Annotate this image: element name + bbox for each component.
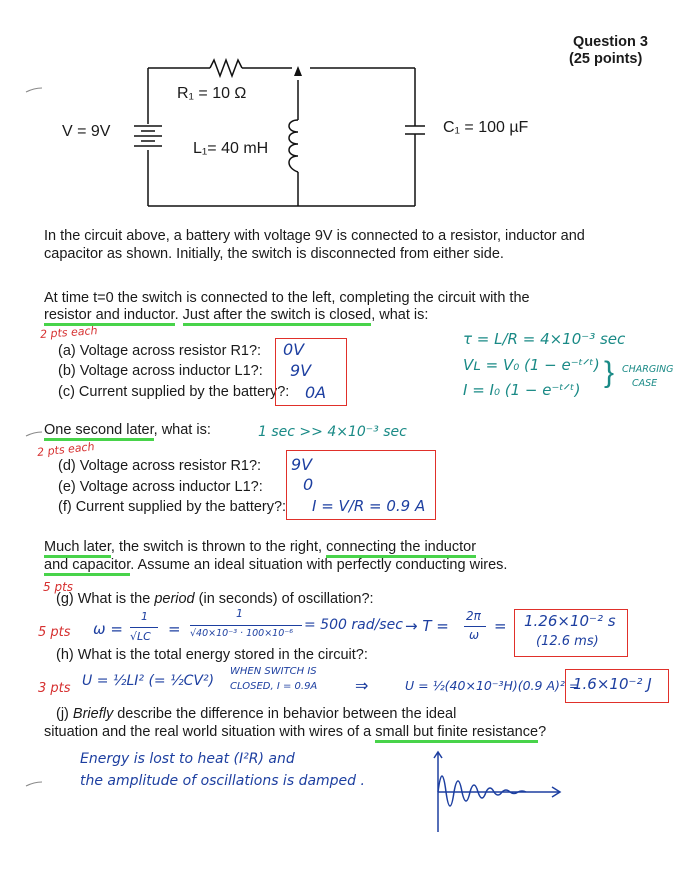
highlight-just-after: Just after the switch is closed	[183, 307, 372, 326]
answer-f: I = V/R = 0.9 A	[312, 497, 426, 515]
inductor-label: L₁= 40 mH	[193, 140, 269, 157]
answer-j-line-2: the amplitude of oscillations is damped .	[80, 773, 365, 789]
question-h: (h) What is the total energy stored in the circuit?:	[56, 647, 368, 663]
resistor-label: R₁ = 10 Ω	[177, 85, 247, 102]
question-number: Question 3	[573, 34, 648, 50]
answer-h: 1.6×10⁻² J	[573, 675, 652, 693]
work-omega-result: = 500 rad/sec	[304, 617, 403, 633]
work-implies: ⇒	[355, 676, 369, 695]
work-period-lhs: → T =	[405, 617, 449, 635]
answer-b: 9V	[290, 361, 312, 380]
note-tau: τ = L/R = 4×10⁻³ sec	[463, 330, 626, 348]
work-omega-den2: √40×10⁻³ · 100×10⁻⁶	[190, 628, 294, 639]
question-j-briefly: Briefly	[72, 706, 114, 722]
question-j-line-2-a: situation and the real world situation with wires of a	[44, 724, 376, 740]
capacitor-label: C₁ = 100 µF	[443, 119, 529, 136]
note-charging: CHARGING	[622, 364, 674, 375]
work-when-2: CLOSED, I = 0.9A	[230, 681, 318, 692]
answer-g-seconds: 1.26×10⁻² s	[524, 612, 616, 630]
question-g-a: (g) What is the	[56, 591, 155, 607]
question-e: (e) Voltage across inductor L1?:	[58, 479, 263, 495]
question-g-period: period	[154, 591, 195, 607]
answer-a: 0V	[283, 340, 305, 359]
question-c: (c) Current supplied by the battery?:	[58, 384, 290, 400]
work-when-1: WHEN SWITCH IS	[230, 666, 317, 677]
question-points: (25 points)	[569, 51, 643, 67]
work-energy-subst: U = ½(40×10⁻³H)(0.9 A)² =	[405, 678, 580, 693]
pts-g-side: 5 pts	[38, 625, 71, 640]
note-vl: Vʟ = V₀ (1 − e⁻ᵗᐟᵗ)	[463, 356, 600, 374]
brace-icon: }	[604, 356, 615, 389]
part3-line-2-rest: . Assume an ideal situation with perfectly conducting wires.	[130, 557, 508, 573]
question-b: (b) Voltage across inductor L1?:	[58, 363, 263, 379]
highlight-connecting-inductor: connecting the inductor	[326, 539, 476, 558]
highlight-and-capacitor: and capacitor	[44, 557, 130, 576]
question-j-a: (j)	[56, 706, 73, 722]
pts-note-part1: 2 pts each	[39, 324, 98, 341]
question-f: (f) Current supplied by the battery?:	[58, 499, 287, 515]
work-energy-formula: U = ½LI² (= ½CV²)	[82, 673, 215, 689]
part1-line-1: At time t=0 the switch is connected to the left, completing the circuit with the	[44, 290, 530, 306]
question-j-c: describe the difference in behavior between the ideal	[113, 706, 457, 722]
pts-h: 3 pts	[38, 681, 71, 696]
part1-what-is: , what is:	[371, 307, 429, 323]
question-a: (a) Voltage across resistor R1?:	[58, 343, 262, 359]
work-omega-lhs: ω =	[93, 620, 123, 638]
question-d: (d) Voltage across resistor R1?:	[58, 458, 262, 474]
note-one-sec: 1 sec >> 4×10⁻³ sec	[258, 424, 407, 440]
pts-g-top: 5 pts	[43, 580, 74, 594]
highlight-much-later: Much later	[44, 539, 111, 558]
highlight-finite-resistance: small but finite resistance	[375, 724, 538, 743]
intro-line-1: In the circuit above, a battery with voltage 9V is connected to a resistor, inductor and	[44, 228, 585, 244]
work-omega-num1: 1	[141, 610, 148, 623]
note-case: CASE	[632, 378, 658, 389]
answer-g-ms: (12.6 ms)	[536, 634, 599, 649]
question-g-c: (in seconds) of oscillation?:	[194, 591, 374, 607]
part1-period: .	[174, 307, 183, 323]
work-period-num: 2π	[466, 609, 481, 623]
highlight-one-second: One second later	[44, 422, 154, 441]
work-period-den: ω	[469, 628, 480, 642]
work-period-eq: =	[494, 617, 507, 635]
work-omega-den1: √LC	[130, 630, 151, 643]
highlight-resistor-inductor: resistor and inductor	[44, 307, 175, 326]
answer-e: 0	[303, 475, 314, 494]
part3-line-1-mid: , the switch is thrown to the right,	[110, 539, 327, 555]
work-omega-num2: 1	[236, 607, 243, 620]
work-omega-eq: =	[168, 620, 181, 638]
part2-what-is: , what is:	[153, 422, 211, 438]
answer-d: 9V	[291, 455, 313, 474]
answer-c: 0A	[305, 383, 327, 402]
battery-label: V = 9V	[62, 123, 111, 140]
answer-j-line-1: Energy is lost to heat (I²R) and	[80, 751, 295, 767]
intro-line-2: capacitor as shown. Initially, the switch is disconnected from either side.	[44, 246, 504, 262]
note-i: I = I₀ (1 − e⁻ᵗᐟᵗ)	[463, 381, 581, 399]
question-j-line-2-c: ?	[538, 724, 547, 740]
pts-note-part2: 2 pts each	[36, 440, 96, 459]
